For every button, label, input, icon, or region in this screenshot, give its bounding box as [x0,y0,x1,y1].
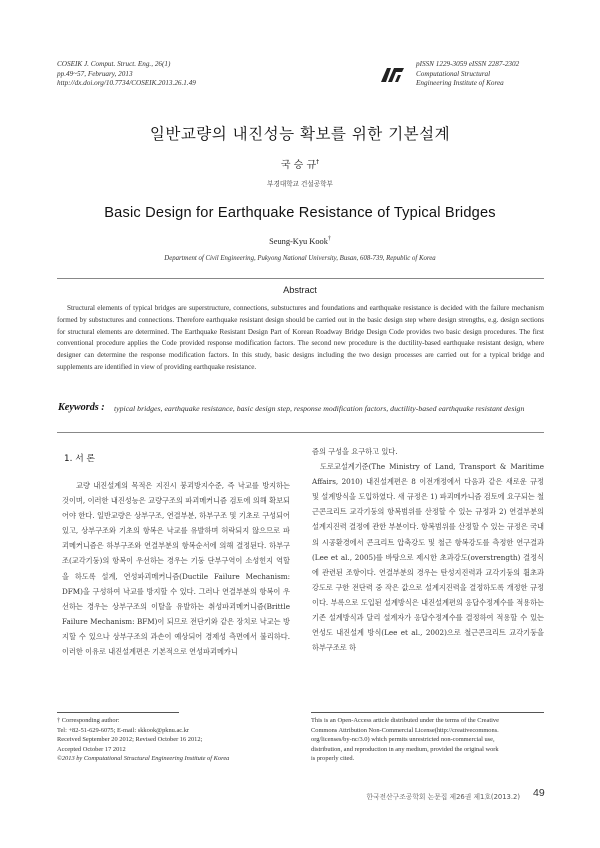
page-number: 49 [533,787,545,799]
english-author-name: Seung-Kyu Kook [269,236,328,246]
doi-link[interactable]: http://dx.doi.org/10.7734/COSEIK.2013.26.1.49 [57,79,196,88]
body-paragraph: 도로교설계기준(The Ministry of Land, Transport & Maritime Affairs, 2010) 내진설계편은 8 이전개정에서 다음과 같은 새로운 규정 및 설계방식을 도입하였다. 새 규정은 1) 파괴메카니즘 검토에 요구되는 철근콘크리트 교각기둥의 항복범위를 산정할 수 있는 규정과 2) 연결부분의 설계지진력 결정에 관한 부분이다. 항복범위를 산정할 수 있는 규정은 국내의 시공환경에서 콘크리트 압축강도 및 철근 항복강도를 측정한 연구결과(Lee et al., 2005)를 바탕으로 제시한 초과강도(overstrength) 결정식에 관련된 조항이다. 연결부분의 경우는 탄성지진력과 교각기둥의 휨초과강도로 구한 전단력 중 작은 값으로 설계지진력을 결정하도록 개정한 규정이다. 부록으로 도입된 설계방식은 내진설계편의 응답수정계수를 적용하는 기존 설계방식과 달리 설계자가 응답수정계수를 결정하여 적용할 수 있는 연성도 내진설계 방식(Lee et al., 2002)으로 철근콘크리트 교각기둥을 하부구조로 하 [312,462,544,653]
footnote-line: Received September 20 2012; Revised October 16 2012; [57,736,203,743]
english-author [0,236,600,246]
korean-author [0,156,600,171]
copyright-line: ©2013 by Computational Structural Engineering Institute of Korea [57,755,230,762]
footnote-line: is properly cited. [311,755,355,762]
footnote-line: Accepted October 17 2012 [57,745,126,753]
korean-title: 일반교량의 내진성능 확보를 위한 기본설계 [149,125,451,143]
footnote-line: † Corresponding author: [57,717,120,724]
keywords-label: Keywords : [58,402,105,413]
journal-citation [57,60,196,89]
divider [57,278,544,279]
publisher-line: Engineering Institute of Korea [416,79,504,88]
issn-block [416,60,519,89]
footnote-line: org/licenses/by-nc/3.0) which permits unrestricted non-commercial use, [311,736,495,743]
divider [57,432,544,433]
footnote-rule [311,712,544,713]
publisher-line: Computational Structural [416,69,491,78]
korean-author-name: 국 승 규 [280,160,317,171]
english-affiliation: Department of Civil Engineering, Pukyong National University, Busan, 608-739, Republic of Korea [164,255,436,262]
body-paragraph: 즘의 구성을 요구하고 있다. [312,447,398,456]
footnote-line: distribution, and reproduction in any medium, provided the original work [311,745,499,753]
citation-line: pp.49~57, February, 2013 [57,69,133,78]
citation-line: COSEIK J. Comput. Struct. Eng., 26(1) [57,60,171,68]
journal-footer: 한국전산구조공학회 논문집 제26권 제1호(2013.2) [366,793,520,801]
abstract [57,303,544,374]
english-title: Basic Design for Earthquake Resistance of Typical Bridges [104,205,496,221]
footnote-line: Tel: +82-51-629-6075; E-mail: skkook@pknu.ac.kr [57,726,190,734]
footnote-license [311,716,499,764]
corresponding-mark: † [327,236,331,242]
body-column-right [312,444,544,655]
keywords-text: typical bridges, earthquake resistance, basic design step, response modification factors, ductility-based earthquake resistant design [114,404,525,413]
abstract-text: Structural elements of typical bridges are superstructure, connections, substuctures and foundations and earthquake resistance is decided with the failure mechanism formed by substuctures and connections. Therefore earthquake resistant design should be carried out in the basic design step where design strengths, e.g. design sections for structural elements are determined. The Earthquake Resistant Design Part of Korean Roadway Bridge Design Code provides two basic design procedures. The first conventional procedure applies the Code provided response modification factors. The second new procedure is the ductility-based earthquake resistant design, where designer can determine the response modification factors. In this study, basic designs including the two design processes are carried out for a typical bridge and supplements are identified in view of providing earthquake resistance. [57,304,544,371]
corresponding-mark: † [316,158,320,166]
footnote-line: Commons Attribution Non-Commercial License(http://creativecommons. [311,726,499,734]
body-paragraph: 교량 내진설계의 목적은 지진시 붕괴방지수준, 즉 낙교를 방지하는 것이며, 이러한 내진성능은 교량구조의 파괴메커니즘 검토에 의해 확보되어야 한다. 일반교량은 상부구조, 연결부분, 하부구조 및 기초로 구성되어 있고, 상부구조와 기초의 항복은 낙교를 유발하며 허락되지 않으므로 파괴메커니즘은 하부구조와 연결부분의 항복순서에 의해 결정된다. 하부구조(교각기둥)의 항복이 우선하는 경우는 기둥 단부구역이 소성힌지 역할을 하도록 설계, 연성파괴메커니즘(Ductile Failure Mechanism: DFM)을 구성하여 낙교를 방지할 수 있다. 그러나 연결부분의 항복이 우선하는 경우는 상부구조의 이탈을 유발하는 취성파괴메커니즘(Brittle Failure Mechanism: BFM)이 되므로 전단키와 같은 장치로 낙교는 방지할 수 있으나 상부구조의 과손이 예상되어 경제성 측면에서 불리하다. 이러한 이유로 내진설계편은 기본적으로 연성파괴메카니 [62,481,290,657]
footnote-correspondence [57,716,229,764]
footnote-line: This is an Open-Access article distributed under the terms of the Creative [311,717,499,724]
journal-logo-icon [379,66,405,84]
footnote-rule [57,712,179,713]
body-column-left [62,478,290,659]
abstract-heading: Abstract [283,285,317,295]
section-heading: 1. 서 론 [64,454,95,464]
issn-line: pISSN 1229-3059 eISSN 2287-2302 [416,60,520,68]
korean-affiliation: 부경대학교 건설공학부 [267,180,333,188]
